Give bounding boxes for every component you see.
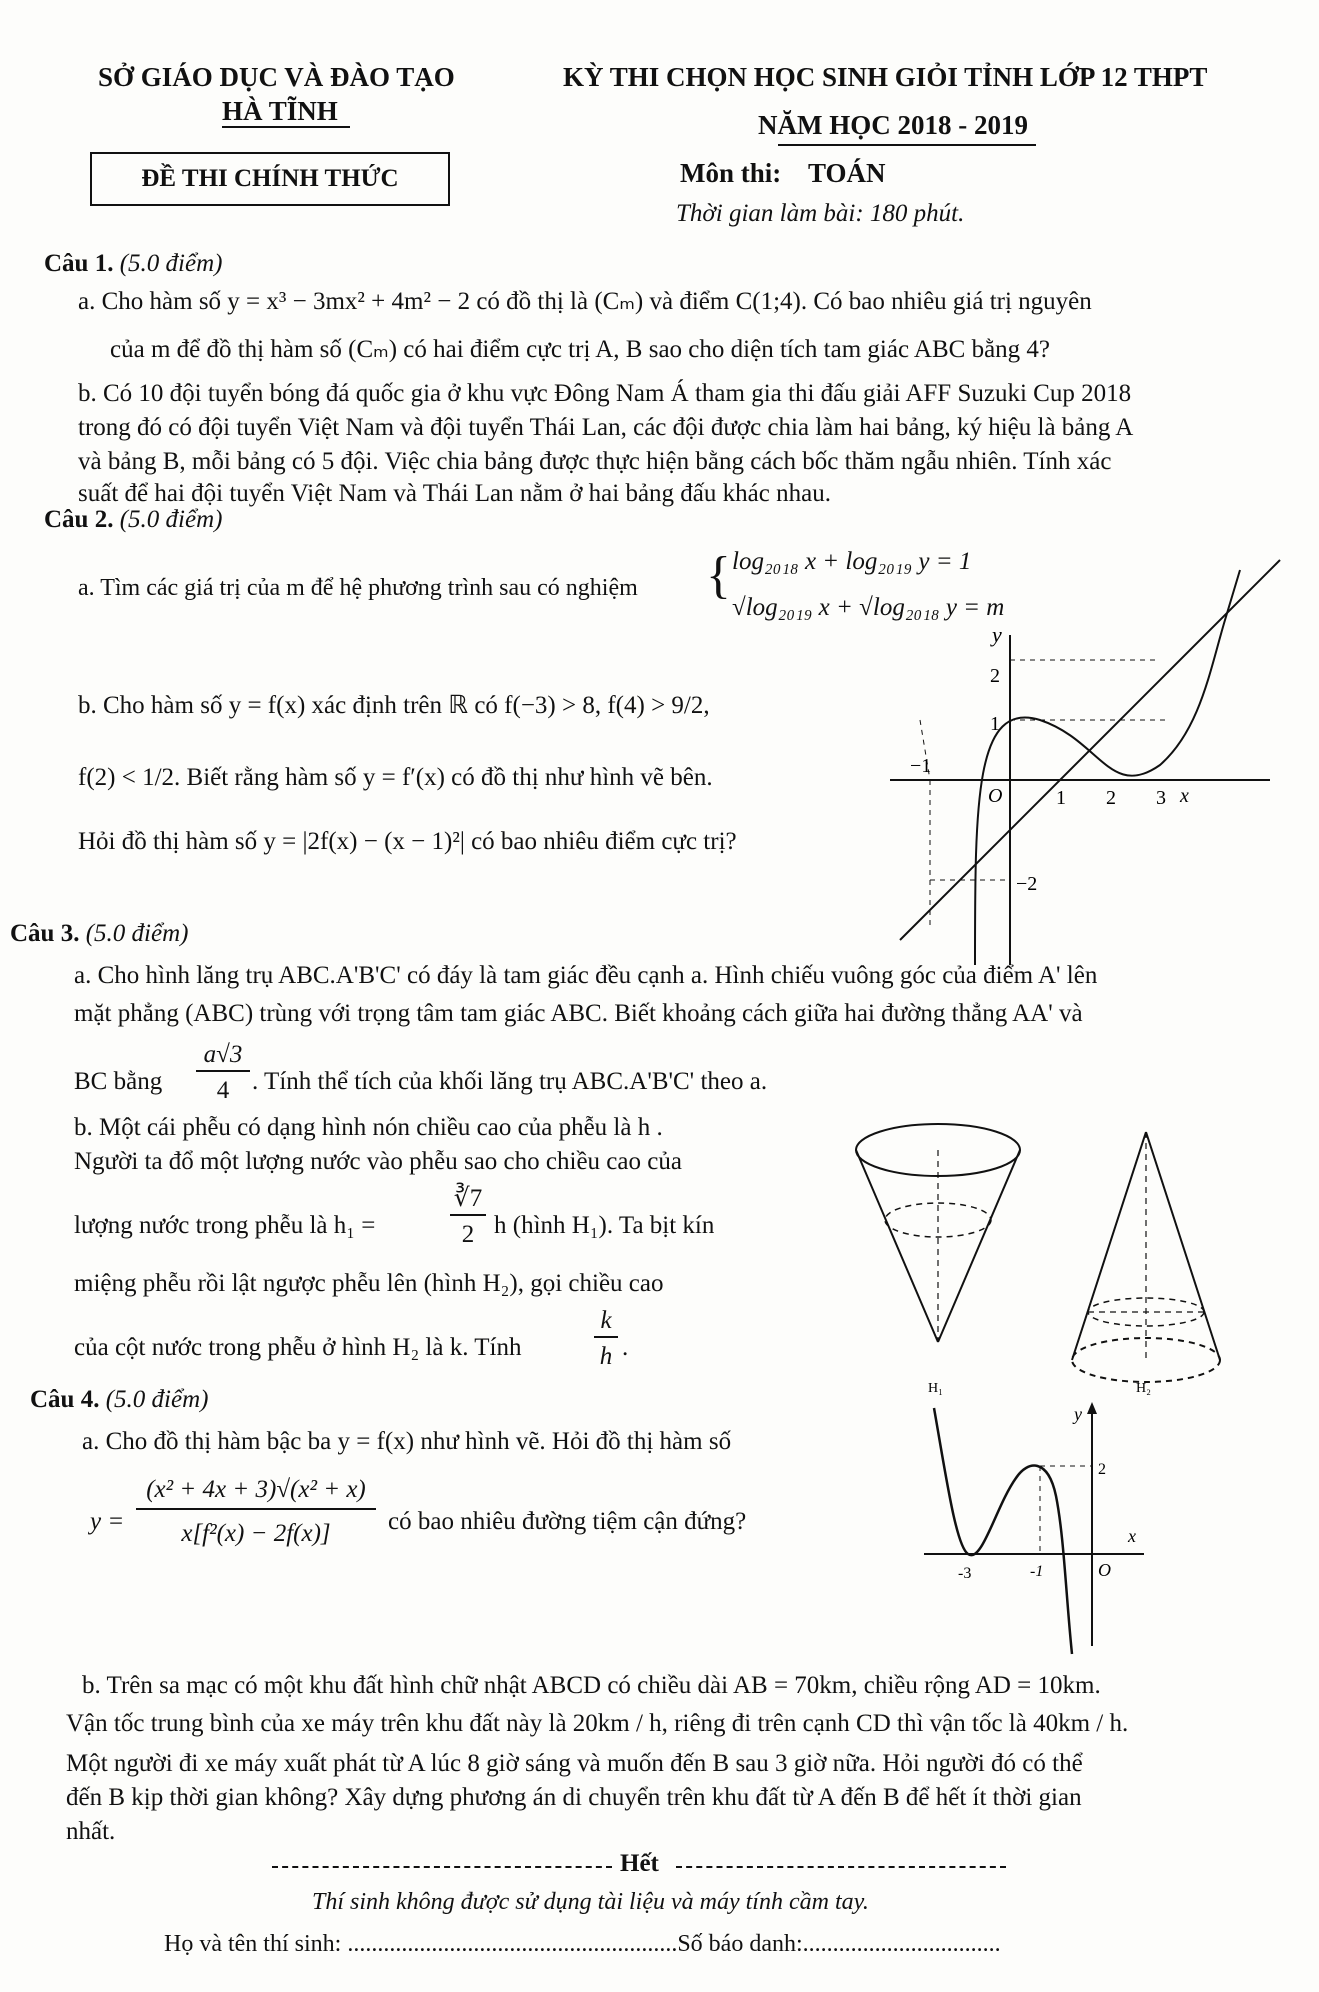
derivative-curve bbox=[975, 570, 1240, 965]
h1-fraction-denominator: 2 bbox=[461, 1221, 475, 1248]
q3a-line3-end: . Tính thể tích của khối lăng trụ ABC.A'B'C' theo a. bbox=[252, 1068, 768, 1095]
origin-label: O bbox=[1098, 1560, 1111, 1580]
question-3-title: Câu 3. bbox=[10, 920, 80, 947]
tick-2: 2 bbox=[1098, 1461, 1106, 1478]
funnel-h1 bbox=[856, 1124, 1020, 1342]
h2-label: H₂ bbox=[1136, 1381, 1151, 1396]
tick-x3: 3 bbox=[1156, 787, 1166, 809]
fraction-numerator: a√3 bbox=[196, 1040, 250, 1072]
question-4-points: (5.0 điểm) bbox=[105, 1386, 209, 1413]
subject-label: Môn thi: bbox=[680, 158, 782, 188]
question-2-title: Câu 2. bbox=[44, 506, 114, 533]
q1b-line3: và bảng B, mỗi bảng có 5 đội. Việc chia bảng được thực hiện bằng cách bốc thăm ngẫu nhiên. Tính xác bbox=[78, 448, 1112, 475]
question-1-heading bbox=[44, 250, 222, 278]
graph-y-label: y bbox=[1074, 1404, 1082, 1424]
system-brace: { bbox=[706, 547, 731, 604]
tick-x2: 2 bbox=[1106, 787, 1116, 809]
system-equation-1: log₂₀₁₈ x + log₂₀₁₉ y = 1 bbox=[732, 548, 972, 575]
q4b-line3: Một người đi xe máy xuất phát từ A lúc 8 giờ sáng và muốn đến B sau 3 giờ nữa. Hỏi người đó có thể bbox=[66, 1750, 1083, 1777]
q3b-line3-end: h (hình H₁). Ta bịt kín bbox=[494, 1212, 715, 1239]
school-year-underline bbox=[778, 144, 1036, 146]
k-over-h-denominator: h bbox=[599, 1343, 613, 1370]
funnel-figures bbox=[850, 1112, 1290, 1402]
tick-2: 2 bbox=[990, 665, 1000, 687]
department-name: SỞ GIÁO DỤC VÀ ĐÀO TẠO bbox=[98, 62, 455, 92]
province-underline bbox=[222, 126, 350, 128]
q2b-line3: Hỏi đồ thị hàm số y = |2f(x) − (x − 1)²| có bao nhiêu điểm cực trị? bbox=[78, 828, 737, 855]
question-2-heading bbox=[44, 506, 222, 534]
cubic-curve bbox=[934, 1408, 1072, 1654]
exam-title: KỲ THI CHỌN HỌC SINH GIỎI TỈNH LỚP 12 THPT bbox=[563, 62, 1208, 92]
q4a-question: có bao nhiêu đường tiệm cận đứng? bbox=[388, 1508, 747, 1535]
q3b-line4: miệng phễu rồi lật ngược phễu lên (hình H₂), gọi chiều cao bbox=[74, 1270, 664, 1297]
question-3-heading bbox=[10, 920, 188, 948]
q1a-line2: của m để đồ thị hàm số (Cₘ) có hai điểm cực trị A, B sao cho diện tích tam giác ABC bằng 4? bbox=[110, 336, 1051, 363]
cubic-graph bbox=[916, 1396, 1146, 1656]
candidate-info-line: Họ và tên thí sinh: .......................................................Số báo danh:................................. bbox=[164, 1931, 1001, 1957]
subject-name: TOÁN bbox=[808, 158, 886, 188]
fraction-denominator: 4 bbox=[216, 1077, 230, 1104]
q3b-line5-start: của cột nước trong phễu ở hình H₂ là k. Tính bbox=[74, 1334, 522, 1361]
q3b-line2: Người ta đổ một lượng nước vào phễu sao cho chiều cao của bbox=[74, 1148, 682, 1175]
end-rule-right bbox=[676, 1866, 1006, 1868]
graph-y-label: y bbox=[992, 622, 1002, 647]
tick-minus-1: -1 bbox=[1030, 1563, 1044, 1580]
origin-label: O bbox=[988, 785, 1003, 807]
official-exam-box: ĐỀ THI CHÍNH THỨC bbox=[90, 152, 450, 206]
q4b-line2: Vận tốc trung bình của xe máy trên khu đất này là 20km / h, riêng đi trên cạnh CD thì vận tốc là 40km / h. bbox=[66, 1710, 1129, 1737]
q4a-y-equals: y = bbox=[90, 1508, 125, 1535]
school-year: NĂM HỌC 2018 - 2019 bbox=[758, 110, 1028, 140]
q3b-line1: b. Một cái phễu có dạng hình nón chiều cao của phễu là h . bbox=[74, 1114, 663, 1141]
graph-x-label: x bbox=[1180, 785, 1189, 807]
q2a-text: a. Tìm các giá trị của m để hệ phương trình sau có nghiệm bbox=[78, 575, 638, 601]
tick-x1: 1 bbox=[1056, 787, 1066, 809]
funnel-h2 bbox=[1072, 1132, 1220, 1382]
q4b-line5: nhất. bbox=[66, 1818, 116, 1845]
q4a-numerator: (x² + 4x + 3)√(x² + x) bbox=[136, 1472, 376, 1510]
question-4-title: Câu 4. bbox=[30, 1386, 100, 1413]
h1-label: H₁ bbox=[928, 1381, 943, 1396]
question-3-points: (5.0 điểm) bbox=[85, 920, 189, 947]
end-rule-left bbox=[272, 1866, 612, 1868]
question-1-points: (5.0 điểm) bbox=[119, 250, 223, 277]
tick-minus-1: −1 bbox=[910, 755, 932, 777]
tick-1: 1 bbox=[990, 713, 1000, 735]
derivative-graph bbox=[880, 550, 1310, 970]
exam-time: Thời gian làm bài: 180 phút. bbox=[676, 200, 965, 227]
province-name: HÀ TĨNH bbox=[222, 96, 338, 126]
q4a-denominator: x[f²(x) − 2f(x)] bbox=[181, 1520, 331, 1547]
question-4-heading bbox=[30, 1386, 208, 1414]
tick-minus-3: -3 bbox=[958, 1565, 972, 1582]
graph-x-label: x bbox=[1128, 1526, 1136, 1546]
tick-minus-2: −2 bbox=[1016, 873, 1038, 895]
end-marker: Hết bbox=[620, 1850, 659, 1877]
system-equation-2: √log₂₀₁₉ x + √log₂₀₁₈ y = m bbox=[732, 594, 1005, 621]
q3a-line3-start: BC bằng bbox=[74, 1068, 163, 1095]
h1-fraction-numerator: ∛7 bbox=[450, 1184, 486, 1216]
q4b-line1: b. Trên sa mạc có một khu đất hình chữ nhật ABCD có chiều dài AB = 70km, chiều rộng AD = 10km. bbox=[82, 1672, 1101, 1699]
q3b-line3-start: lượng nước trong phễu là h₁ = bbox=[74, 1212, 376, 1239]
q1b-line4: suất để hai đội tuyển Việt Nam và Thái Lan nằm ở hai bảng đấu khác nhau. bbox=[78, 480, 831, 507]
exam-note: Thí sinh không được sử dụng tài liệu và máy tính cầm tay. bbox=[312, 1889, 869, 1915]
q4a-line1: a. Cho đồ thị hàm bậc ba y = f(x) như hình vẽ. Hỏi đồ thị hàm số bbox=[82, 1428, 732, 1455]
q1a-line1: a. Cho hàm số y = x³ − 3mx² + 4m² − 2 có đồ thị là (Cₘ) và điểm C(1;4). Có bao nhiêu giá trị nguyên bbox=[78, 288, 1092, 315]
q2b-line1: b. Cho hàm số y = f(x) xác định trên ℝ có f(−3) > 8, f(4) > 9/2, bbox=[78, 692, 710, 719]
q3a-line2: mặt phẳng (ABC) trùng với trọng tâm tam giác ABC. Biết khoảng cách giữa hai đường thẳng AA' và bbox=[74, 1000, 1083, 1027]
q4b-line4: đến B kịp thời gian không? Xây dựng phương án di chuyển trên khu đất từ A đến B để hết ít thời gian bbox=[66, 1784, 1082, 1811]
question-1-title: Câu 1. bbox=[44, 250, 114, 277]
k-over-h-numerator: k bbox=[594, 1306, 618, 1338]
q1b-line1: b. Có 10 đội tuyển bóng đá quốc gia ở khu vực Đông Nam Á tham gia thi đấu giải AFF Suzuki Cup 2018 bbox=[78, 380, 1132, 407]
q2b-line2: f(2) < 1/2. Biết rằng hàm số y = f′(x) có đồ thị như hình vẽ bên. bbox=[78, 764, 713, 791]
q3a-line1: a. Cho hình lăng trụ ABC.A'B'C' có đáy là tam giác đều cạnh a. Hình chiếu vuông góc của điểm A' lên bbox=[74, 962, 1098, 989]
period: . bbox=[622, 1334, 629, 1361]
question-2-points: (5.0 điểm) bbox=[119, 506, 223, 533]
q1b-line2: trong đó có đội tuyển Việt Nam và đội tuyển Thái Lan, các đội được chia làm hai bảng, ký hiệu là bảng A bbox=[78, 414, 1134, 441]
